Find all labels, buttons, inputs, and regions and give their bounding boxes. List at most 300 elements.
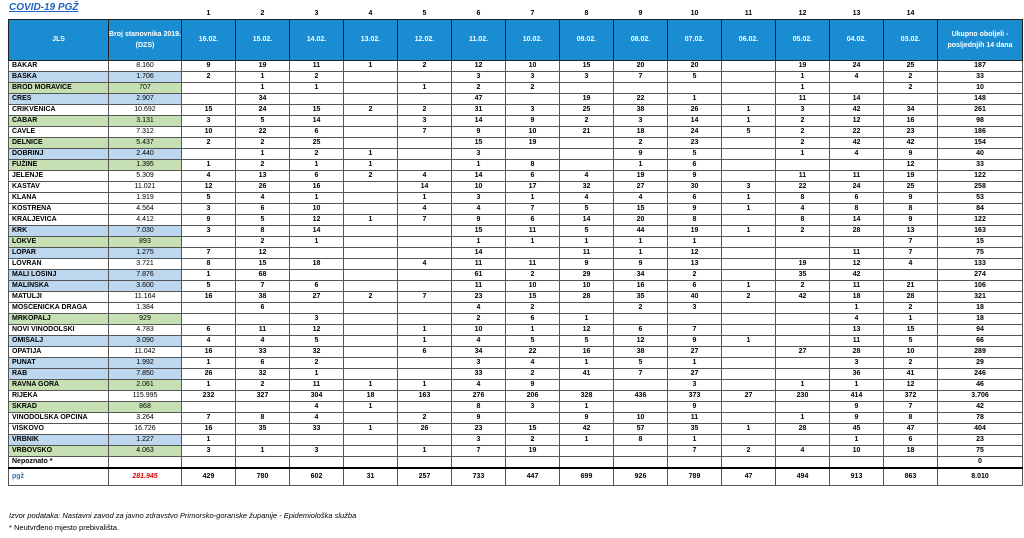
case-count: 3: [668, 380, 722, 391]
case-count: 4: [560, 171, 614, 182]
case-count: 5: [560, 226, 614, 237]
case-count: 35: [776, 270, 830, 281]
case-count: [506, 94, 560, 105]
sum-count: 494: [776, 468, 830, 486]
case-count: 1: [884, 314, 938, 325]
total-count: 187: [938, 61, 1023, 72]
case-count: [776, 435, 830, 446]
case-count: 8: [884, 413, 938, 424]
case-count: 21: [560, 127, 614, 138]
case-count: [560, 149, 614, 160]
case-count: 2: [236, 380, 290, 391]
case-count: 1: [344, 424, 398, 435]
case-count: 7: [668, 325, 722, 336]
case-count: 22: [776, 182, 830, 193]
empty-cell: [830, 457, 884, 469]
case-count: [722, 61, 776, 72]
total-count: 33: [938, 160, 1023, 171]
case-count: 22: [236, 127, 290, 138]
case-count: 9: [614, 259, 668, 270]
case-count: 7: [398, 215, 452, 226]
case-count: [506, 413, 560, 424]
case-count: 19: [614, 171, 668, 182]
total-count: 404: [938, 424, 1023, 435]
case-count: 2: [506, 303, 560, 314]
case-count: 276: [452, 391, 506, 402]
case-count: 1: [290, 160, 344, 171]
case-count: [398, 402, 452, 413]
case-count: 2: [776, 127, 830, 138]
case-count: 23: [884, 127, 938, 138]
header-date: 10.02.: [506, 20, 560, 61]
case-count: 1: [722, 193, 776, 204]
header-date: 08.02.: [614, 20, 668, 61]
case-count: 4: [290, 402, 344, 413]
table-row: [9, 358, 1023, 369]
sum-count: 257: [398, 468, 452, 486]
case-count: 5: [236, 116, 290, 127]
case-count: 14: [290, 116, 344, 127]
case-count: 36: [830, 369, 884, 380]
case-count: [398, 281, 452, 292]
municipality-name: BAŠKA: [9, 72, 109, 83]
population-value: 4.412: [109, 215, 182, 226]
case-count: 16: [290, 182, 344, 193]
case-count: 2: [776, 116, 830, 127]
case-count: 1: [506, 325, 560, 336]
case-count: 14: [398, 182, 452, 193]
case-count: 6: [290, 281, 344, 292]
case-count: 6: [236, 303, 290, 314]
case-count: 12: [236, 248, 290, 259]
case-count: [398, 314, 452, 325]
case-count: [398, 226, 452, 237]
case-count: 4: [830, 149, 884, 160]
case-count: [722, 402, 776, 413]
header-date: 06.02.: [722, 20, 776, 61]
case-count: 19: [236, 61, 290, 72]
case-count: 32: [560, 182, 614, 193]
case-count: 1: [290, 369, 344, 380]
table-row: [9, 94, 1023, 105]
case-count: 9: [668, 402, 722, 413]
case-count: 15: [560, 61, 614, 72]
case-count: [344, 270, 398, 281]
case-count: [884, 270, 938, 281]
sum-count: 31: [344, 468, 398, 486]
case-count: 1: [776, 149, 830, 160]
case-count: 1: [560, 435, 614, 446]
case-count: 42: [830, 270, 884, 281]
case-count: 1: [344, 380, 398, 391]
case-count: [614, 314, 668, 325]
case-count: 14: [452, 116, 506, 127]
table-row: [9, 127, 1023, 138]
case-count: 6: [668, 160, 722, 171]
case-count: [722, 347, 776, 358]
case-count: 436: [614, 391, 668, 402]
case-count: [722, 270, 776, 281]
case-count: 3: [722, 182, 776, 193]
case-count: 41: [884, 369, 938, 380]
case-count: 2: [614, 138, 668, 149]
case-count: 14: [830, 94, 884, 105]
case-count: [182, 303, 236, 314]
municipality-name: VRBOVSKO: [9, 446, 109, 457]
case-count: [560, 83, 614, 94]
case-count: [776, 303, 830, 314]
case-count: 1: [722, 105, 776, 116]
case-count: 3: [560, 72, 614, 83]
case-count: 1: [722, 116, 776, 127]
table-row: [9, 369, 1023, 380]
case-count: [290, 94, 344, 105]
header-date: 16.02.: [182, 20, 236, 61]
case-count: 24: [830, 61, 884, 72]
case-count: 2: [236, 237, 290, 248]
case-count: 7: [884, 248, 938, 259]
case-count: 33: [236, 347, 290, 358]
case-count: 4: [452, 336, 506, 347]
population-value: 7.850: [109, 369, 182, 380]
case-count: 9: [182, 215, 236, 226]
case-count: 25: [290, 138, 344, 149]
case-count: 10: [560, 281, 614, 292]
header-date: 04.02.: [830, 20, 884, 61]
case-count: 4: [776, 204, 830, 215]
case-count: 1: [506, 237, 560, 248]
case-count: 2: [560, 116, 614, 127]
municipality-name: ČABAR: [9, 116, 109, 127]
case-count: [398, 160, 452, 171]
empty-cell: [236, 457, 290, 469]
case-count: 3: [506, 402, 560, 413]
total-count: 29: [938, 358, 1023, 369]
sum-population: 281.945: [109, 468, 182, 486]
population-value: 3.131: [109, 116, 182, 127]
sum-row: [9, 468, 1023, 486]
case-count: [290, 248, 344, 259]
case-count: 13: [884, 226, 938, 237]
table-row: [9, 138, 1023, 149]
case-count: 11: [452, 281, 506, 292]
case-count: 27: [614, 182, 668, 193]
empty-cell: [290, 457, 344, 469]
municipality-name: KRK: [9, 226, 109, 237]
case-count: 12: [290, 215, 344, 226]
case-count: [182, 237, 236, 248]
case-count: 19: [668, 226, 722, 237]
case-count: 16: [182, 292, 236, 303]
case-count: 1: [236, 72, 290, 83]
case-count: 1: [830, 303, 884, 314]
population-value: 1.395: [109, 160, 182, 171]
case-count: [290, 270, 344, 281]
case-count: 2: [344, 105, 398, 116]
case-count: [722, 160, 776, 171]
table-row: [9, 270, 1023, 281]
case-count: [344, 193, 398, 204]
case-count: 3: [182, 204, 236, 215]
population-value: 2.061: [109, 380, 182, 391]
column-number: 9: [638, 10, 643, 17]
case-count: 5: [614, 358, 668, 369]
column-number: 13: [852, 10, 861, 17]
case-count: 5: [884, 336, 938, 347]
population-value: 8.160: [109, 61, 182, 72]
case-count: [398, 149, 452, 160]
empty-cell: [182, 457, 236, 469]
case-count: 8: [776, 215, 830, 226]
case-count: 16: [182, 424, 236, 435]
case-count: 1: [182, 358, 236, 369]
total-count: 10: [938, 83, 1023, 94]
case-count: 1: [290, 83, 344, 94]
case-count: 1: [668, 94, 722, 105]
case-count: 25: [884, 182, 938, 193]
case-count: 24: [668, 127, 722, 138]
case-count: 12: [884, 380, 938, 391]
column-number: 3: [314, 10, 319, 17]
case-count: 1: [290, 193, 344, 204]
total-count: 18: [938, 303, 1023, 314]
case-count: 6: [236, 204, 290, 215]
case-count: 1: [830, 435, 884, 446]
case-count: [884, 94, 938, 105]
total-count: 154: [938, 138, 1023, 149]
case-count: 6: [182, 325, 236, 336]
case-count: 2: [884, 72, 938, 83]
case-count: 2: [398, 61, 452, 72]
case-count: [776, 336, 830, 347]
case-count: [722, 380, 776, 391]
population-value: 1.275: [109, 248, 182, 259]
case-count: [722, 259, 776, 270]
case-count: 2: [452, 314, 506, 325]
case-count: 11: [452, 259, 506, 270]
case-count: 4: [452, 380, 506, 391]
case-count: 14: [452, 171, 506, 182]
case-count: 61: [452, 270, 506, 281]
population-value: 5.309: [109, 171, 182, 182]
case-count: [344, 248, 398, 259]
column-number-row: [9, 9, 1023, 20]
case-count: [776, 248, 830, 259]
case-count: [182, 402, 236, 413]
case-count: 10: [830, 446, 884, 457]
case-count: 4: [506, 358, 560, 369]
case-count: 23: [452, 424, 506, 435]
case-count: 6: [668, 281, 722, 292]
sum-count: 47: [722, 468, 776, 486]
municipality-name: BAKAR: [9, 61, 109, 72]
municipality-name: FUŽINE: [9, 160, 109, 171]
case-count: [722, 83, 776, 94]
case-count: 6: [884, 435, 938, 446]
case-count: [830, 160, 884, 171]
case-count: 19: [776, 259, 830, 270]
total-count: 321: [938, 292, 1023, 303]
case-count: 15: [452, 226, 506, 237]
case-count: [344, 204, 398, 215]
case-count: 32: [290, 347, 344, 358]
case-count: 9: [884, 149, 938, 160]
case-count: 11: [290, 380, 344, 391]
unknown-label: Nepoznato *: [9, 457, 109, 469]
case-count: 34: [614, 270, 668, 281]
case-count: 12: [182, 182, 236, 193]
municipality-name: VIŠKOVO: [9, 424, 109, 435]
unknown-row: [9, 457, 1023, 469]
case-count: 5: [182, 281, 236, 292]
case-count: 2: [290, 72, 344, 83]
case-count: 4: [830, 314, 884, 325]
case-count: [560, 380, 614, 391]
case-count: 16: [560, 347, 614, 358]
case-count: 38: [236, 292, 290, 303]
case-count: 18: [344, 391, 398, 402]
case-count: [722, 171, 776, 182]
case-count: 2: [344, 171, 398, 182]
municipality-name: OPATIJA: [9, 347, 109, 358]
case-count: 2: [614, 303, 668, 314]
case-count: 27: [776, 347, 830, 358]
case-count: 10: [614, 413, 668, 424]
sum-count: 913: [830, 468, 884, 486]
sum-count: 733: [452, 468, 506, 486]
case-count: 8: [776, 193, 830, 204]
total-count: 23: [938, 435, 1023, 446]
column-number: 5: [422, 10, 427, 17]
case-count: 42: [830, 138, 884, 149]
case-count: [722, 248, 776, 259]
case-count: 25: [560, 105, 614, 116]
case-count: 5: [506, 336, 560, 347]
case-count: 9: [830, 402, 884, 413]
case-count: 9: [668, 204, 722, 215]
header-date: 11.02.: [452, 20, 506, 61]
case-count: 28: [884, 292, 938, 303]
sum-count: 699: [560, 468, 614, 486]
case-count: 26: [668, 105, 722, 116]
case-count: 4: [452, 303, 506, 314]
case-count: 18: [290, 259, 344, 270]
table-row: [9, 72, 1023, 83]
case-count: 24: [830, 182, 884, 193]
case-count: 1: [344, 215, 398, 226]
case-count: 1: [398, 446, 452, 457]
sum-count: 447: [506, 468, 560, 486]
page-title: COVID-19 PGŽ: [9, 2, 79, 13]
case-count: 11: [776, 171, 830, 182]
case-count: 2: [668, 270, 722, 281]
case-count: 1: [668, 435, 722, 446]
case-count: 27: [668, 369, 722, 380]
population-value: 868: [109, 402, 182, 413]
case-count: 6: [290, 127, 344, 138]
case-count: 7: [398, 127, 452, 138]
total-count: 66: [938, 336, 1023, 347]
header-date: 14.02.: [290, 20, 344, 61]
case-count: [344, 83, 398, 94]
case-count: 8: [668, 215, 722, 226]
case-count: 1: [776, 413, 830, 424]
case-count: 7: [884, 402, 938, 413]
case-count: 373: [668, 391, 722, 402]
municipality-name: KLANA: [9, 193, 109, 204]
case-count: 4: [452, 204, 506, 215]
population-value: 7.312: [109, 127, 182, 138]
empty-cell: [452, 457, 506, 469]
header-date: 12.02.: [398, 20, 452, 61]
case-count: [398, 369, 452, 380]
population-value: 7.030: [109, 226, 182, 237]
case-count: [398, 138, 452, 149]
empty-cell: [614, 457, 668, 469]
table-row: [9, 226, 1023, 237]
case-count: 18: [614, 127, 668, 138]
case-count: 57: [614, 424, 668, 435]
column-number: 7: [530, 10, 535, 17]
total-count: 15: [938, 237, 1023, 248]
empty-cell: [884, 457, 938, 469]
total-count: 98: [938, 116, 1023, 127]
case-count: 11: [506, 226, 560, 237]
table-row: [9, 325, 1023, 336]
case-count: 2: [398, 105, 452, 116]
case-count: 5: [290, 336, 344, 347]
total-count: 40: [938, 149, 1023, 160]
case-count: 2: [452, 83, 506, 94]
case-count: 3: [290, 314, 344, 325]
municipality-name: RAVNA GORA: [9, 380, 109, 391]
case-count: 1: [344, 149, 398, 160]
case-count: 25: [884, 61, 938, 72]
case-count: 1: [398, 336, 452, 347]
case-count: 11: [830, 248, 884, 259]
case-count: 7: [236, 281, 290, 292]
table-row: [9, 292, 1023, 303]
case-count: 27: [290, 292, 344, 303]
case-count: 9: [830, 413, 884, 424]
case-count: 11: [560, 248, 614, 259]
case-count: 2: [506, 83, 560, 94]
case-count: [344, 116, 398, 127]
population-value: 7.876: [109, 270, 182, 281]
case-count: [776, 369, 830, 380]
case-count: [722, 435, 776, 446]
table-row: [9, 336, 1023, 347]
empty-cell: [344, 457, 398, 469]
case-count: 1: [614, 248, 668, 259]
case-count: 15: [182, 105, 236, 116]
case-count: [344, 303, 398, 314]
case-count: 5: [668, 149, 722, 160]
case-count: [398, 270, 452, 281]
case-count: 12: [614, 336, 668, 347]
case-count: [830, 83, 884, 94]
sum-total: 8.010: [938, 468, 1023, 486]
case-count: [506, 248, 560, 259]
case-count: [398, 237, 452, 248]
population-value: 115.995: [109, 391, 182, 402]
total-count: 246: [938, 369, 1023, 380]
case-count: [344, 138, 398, 149]
case-count: [776, 325, 830, 336]
case-count: 9: [668, 171, 722, 182]
case-count: 28: [776, 424, 830, 435]
case-count: [344, 336, 398, 347]
